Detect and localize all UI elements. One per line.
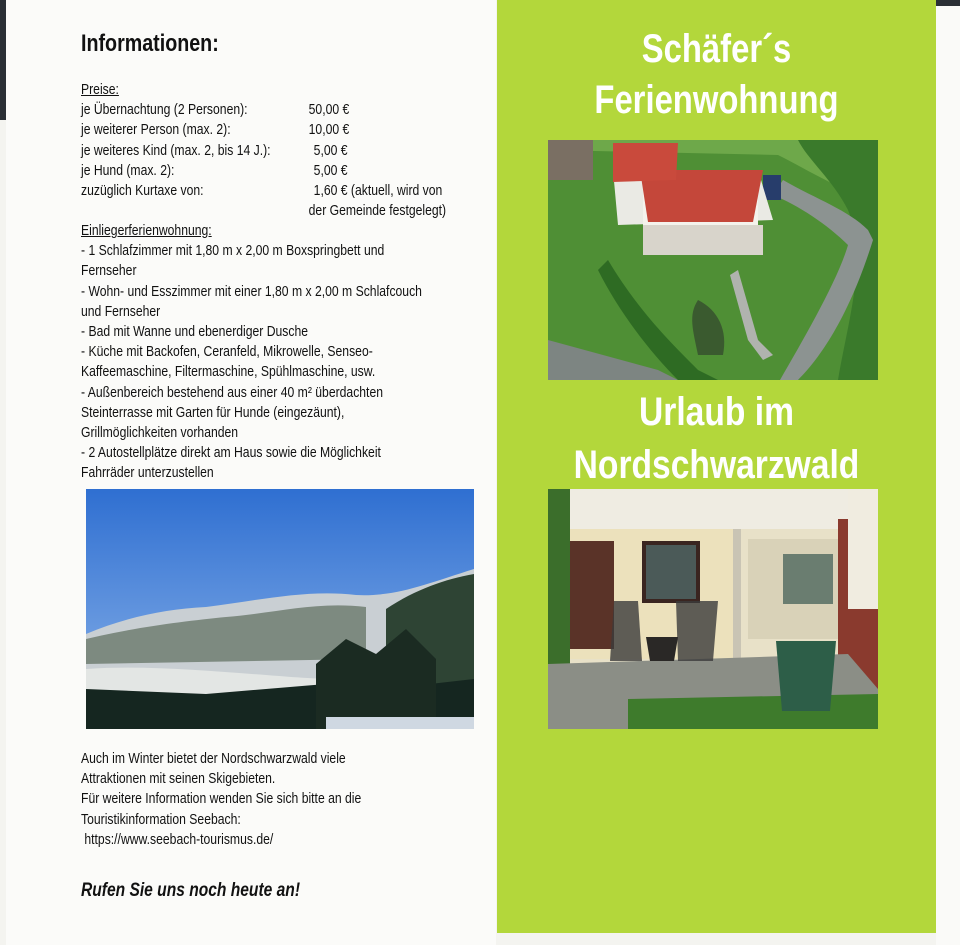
cover-title xyxy=(497,24,936,126)
aerial-house-photo xyxy=(548,140,878,380)
price-label: je weiterer Person (max. 2): xyxy=(81,122,231,139)
price-value: 1,60 € (aktuell, wird von xyxy=(313,183,443,200)
feature-line: Fernseher xyxy=(81,263,137,280)
price-row xyxy=(81,120,482,140)
prices-section xyxy=(81,80,482,221)
winter-line: Für weitere Information wenden Sie sich bitte an die xyxy=(81,791,362,808)
price-label: je Hund (max. 2): xyxy=(81,162,175,179)
winter-landscape-photo xyxy=(86,489,474,729)
price-value: 5,00 € xyxy=(313,162,348,179)
scan-edge-right xyxy=(936,6,960,945)
feature-line: und Fernseher xyxy=(81,303,161,320)
cover-subtitle-line: Urlaub im xyxy=(639,390,794,434)
feature-line: Steinterrasse mit Garten für Hunde (eingezäunt), xyxy=(81,404,345,421)
tourism-url: https://www.seebach-tourismus.de/ xyxy=(81,831,274,848)
feature-line: Grillmöglichkeiten vorhanden xyxy=(81,425,239,442)
winter-line: Touristikinformation Seebach: xyxy=(81,811,241,828)
feature-line: - 2 Autostellplätze direkt am Haus sowie die Möglichkeit xyxy=(81,445,381,462)
price-value: 5,00 € xyxy=(313,142,348,159)
winter-line: Auch im Winter bietet der Nordschwarzwald viele xyxy=(81,751,346,767)
price-label: zuzüglich Kurtaxe von: xyxy=(81,183,204,200)
price-label: je weiteres Kind (max. 2, bis 14 J.): xyxy=(81,142,271,159)
feature-line: Kaffeemaschine, Filtermaschine, Spühlmaschine, usw. xyxy=(81,364,376,381)
price-row xyxy=(81,141,482,161)
info-heading: Informationen: xyxy=(81,30,219,57)
price-row xyxy=(81,161,482,181)
prices-title: Preise: xyxy=(81,82,119,98)
feature-line: - Küche mit Backofen, Ceranfeld, Mikrowelle, Senseo- xyxy=(81,344,373,361)
winter-info xyxy=(81,749,361,850)
feature-line: - Wohn- und Esszimmer mit einer 1,80 m x 2,00 m Schlafcouch xyxy=(81,283,422,300)
price-value: 10,00 € xyxy=(308,122,350,139)
price-label: je Übernachtung (2 Personen): xyxy=(81,102,248,119)
feature-line: Fahrräder unterzustellen xyxy=(81,465,214,482)
feature-line: - Bad mit Wanne und ebenerdiger Dusche xyxy=(81,324,309,341)
cover-title-line: Schäfer´s xyxy=(641,27,792,71)
feature-line: - 1 Schlafzimmer mit 1,80 m x 2,00 m Boxspringbett und xyxy=(81,243,385,260)
price-note: der Gemeinde festgelegt) xyxy=(308,203,447,220)
feature-line: - Außenbereich bestehend aus einer 40 m² überdachten xyxy=(81,384,383,401)
winter-line: Attraktionen mit seinen Skigebieten. xyxy=(81,771,276,788)
cover-subtitle-line: Nordschwarzwald xyxy=(573,443,860,487)
apartment-title: Einliegerferienwohnung: xyxy=(81,223,212,239)
call-to-action: Rufen Sie uns noch heute an! xyxy=(81,880,301,901)
price-row xyxy=(81,100,482,120)
cover-subtitle xyxy=(497,386,936,492)
price-value: 50,00 € xyxy=(308,102,350,119)
terrace-photo xyxy=(548,489,878,729)
apartment-section xyxy=(81,221,422,484)
price-row xyxy=(81,181,482,201)
cover-title-line: Ferienwohnung xyxy=(594,78,839,122)
